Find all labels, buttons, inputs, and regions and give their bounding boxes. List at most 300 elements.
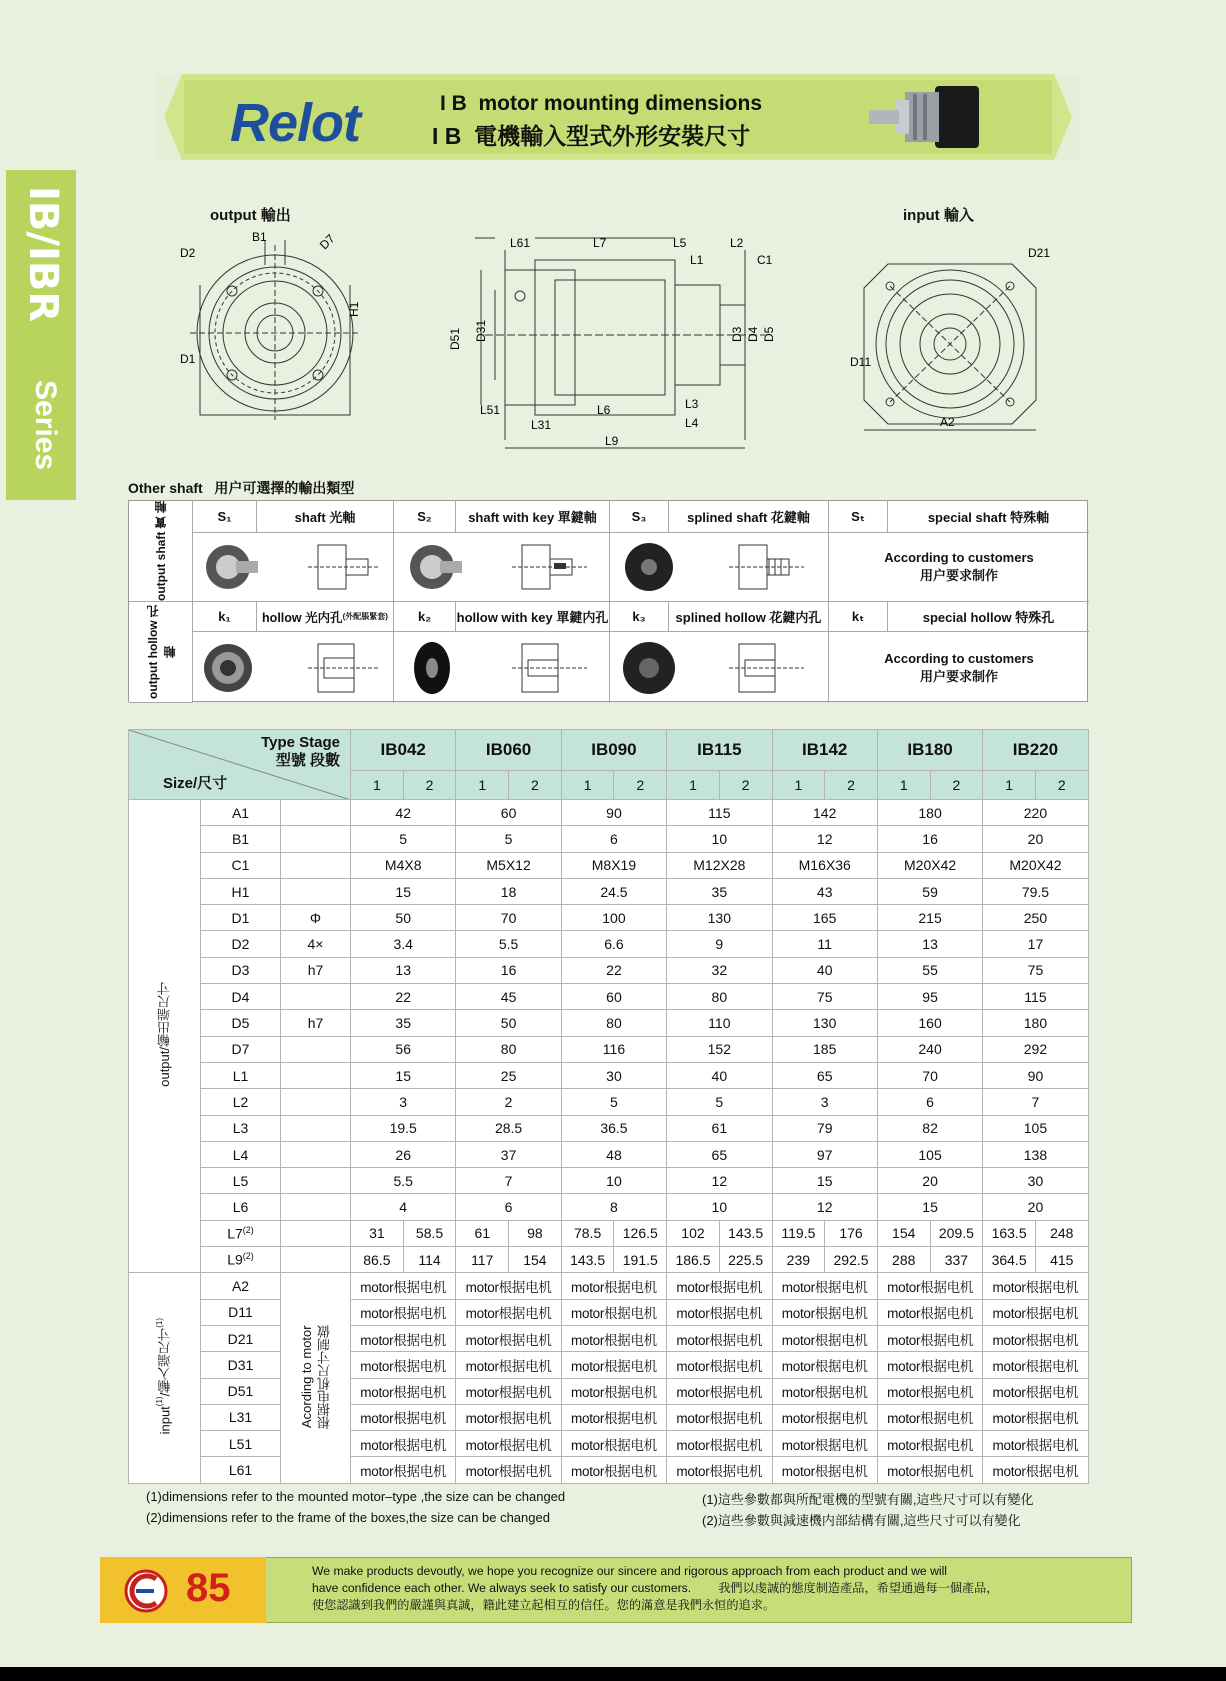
size-modifier <box>281 800 351 826</box>
model-header: IB060 <box>456 730 561 771</box>
shaft-st-custom <box>829 533 1089 602</box>
table-cell: 152 <box>667 1036 772 1062</box>
shaft-s1-figure <box>193 533 394 602</box>
table-cell: 60 <box>561 984 666 1010</box>
table-cell: 95 <box>877 984 982 1010</box>
shaft-s3-figure <box>610 533 829 602</box>
table-cell: 55 <box>877 957 982 983</box>
table-cell: motor根据电机 <box>772 1457 877 1483</box>
hollow-name-kt: special hollow 特殊孔 <box>888 602 1089 632</box>
table-cell: 240 <box>877 1036 982 1062</box>
table-cell: 142 <box>772 800 877 826</box>
table-cell: 15 <box>351 878 456 904</box>
table-cell: motor根据电机 <box>351 1325 456 1351</box>
table-cell: 16 <box>456 957 561 983</box>
table-cell: 9 <box>667 931 772 957</box>
table-cell: motor根据电机 <box>351 1273 456 1299</box>
slogan-line-3: 使您認識到我們的嚴謹與真誠，籍此建立起相互的信任。您的滿意是我們永恒的追求。 <box>312 1598 776 1612</box>
table-cell: 15 <box>877 1194 982 1220</box>
label-d21: D21 <box>1028 246 1050 260</box>
table-cell: 50 <box>351 905 456 931</box>
table-cell: 186.5 <box>667 1247 720 1273</box>
table-cell: 138 <box>983 1141 1088 1167</box>
table-cell: M4X8 <box>351 852 456 878</box>
table-cell: M12X28 <box>667 852 772 878</box>
table-cell: motor根据电机 <box>772 1325 877 1351</box>
size-name: L9$^{(2)}$ <box>201 1247 281 1273</box>
dimension-table <box>128 729 1089 1484</box>
table-cell: 126.5 <box>614 1220 667 1246</box>
size-name: D11 <box>201 1299 281 1325</box>
table-cell: motor根据电机 <box>351 1431 456 1457</box>
stage-header: 2 <box>719 771 772 800</box>
custom-zh-1: 用户要求制作 <box>919 568 998 583</box>
label-h1: H1 <box>347 301 361 317</box>
table-row <box>129 1089 1089 1115</box>
table-cell: 7 <box>983 1089 1088 1115</box>
table-cell: 50 <box>456 1010 561 1036</box>
table-row <box>129 1220 1089 1246</box>
page-title-en: I B motor mounting dimensions <box>440 92 762 115</box>
table-cell: 3 <box>772 1089 877 1115</box>
size-name: A1 <box>201 800 281 826</box>
table-cell: 65 <box>667 1141 772 1167</box>
size-modifier <box>281 1168 351 1194</box>
size-name: B1 <box>201 826 281 852</box>
table-cell: 176 <box>825 1220 878 1246</box>
table-cell: 114 <box>403 1247 456 1273</box>
label-l61: L61 <box>510 236 531 250</box>
table-cell: motor根据电机 <box>983 1457 1088 1483</box>
table-cell: motor根据电机 <box>877 1431 982 1457</box>
table-cell: 5 <box>351 826 456 852</box>
label-l4: L4 <box>685 416 699 430</box>
table-cell: 130 <box>667 905 772 931</box>
table-cell: 22 <box>561 957 666 983</box>
table-cell: motor根据电机 <box>772 1352 877 1378</box>
table-row <box>129 1457 1089 1483</box>
table-cell: 35 <box>351 1010 456 1036</box>
table-cell: 116 <box>561 1036 666 1062</box>
table-cell: 13 <box>877 931 982 957</box>
header-type-stage-zh: 型號 段數 <box>275 752 341 769</box>
hollow-name-k1: hollow 光内孔 (外配脹緊套) <box>257 602 394 632</box>
table-cell: 22 <box>351 984 456 1010</box>
table-cell: 45 <box>456 984 561 1010</box>
shaft-code-s1: S₁ <box>193 501 257 533</box>
input-flange-drawing <box>850 240 1050 440</box>
table-cell: motor根据电机 <box>772 1378 877 1404</box>
table-cell: 130 <box>772 1010 877 1036</box>
table-cell: 97 <box>772 1141 877 1167</box>
table-cell: 60 <box>456 800 561 826</box>
table-cell: 26 <box>351 1141 456 1167</box>
table-cell: 215 <box>877 905 982 931</box>
custom-en-1: According to customers <box>884 550 1034 565</box>
table-cell: motor根据电机 <box>983 1273 1088 1299</box>
size-name: D21 <box>201 1325 281 1351</box>
table-cell: 292 <box>983 1036 1088 1062</box>
table-cell: motor根据电机 <box>983 1404 1088 1430</box>
shaft-code-s2: S₂ <box>394 501 456 533</box>
label-b1: B1 <box>252 230 267 244</box>
row-label-hollow: output hollow 孔 軸 <box>129 602 193 703</box>
label-l3: L3 <box>685 397 699 411</box>
table-cell: 105 <box>983 1115 1088 1141</box>
size-modifier <box>281 852 351 878</box>
table-cell: motor根据电机 <box>351 1352 456 1378</box>
table-cell: motor根据电机 <box>456 1299 561 1325</box>
size-modifier <box>281 1115 351 1141</box>
size-modifier: 4× <box>281 931 351 957</box>
stage-header: 2 <box>509 771 562 800</box>
size-modifier: Φ <box>281 905 351 931</box>
table-cell: M16X36 <box>772 852 877 878</box>
table-cell: 42 <box>351 800 456 826</box>
table-cell: motor根据电机 <box>877 1404 982 1430</box>
table-cell: 292.5 <box>825 1247 878 1273</box>
table-cell: 154 <box>509 1247 562 1273</box>
table-cell: 180 <box>877 800 982 826</box>
size-modifier <box>281 984 351 1010</box>
table-cell: motor根据电机 <box>561 1431 666 1457</box>
table-cell: motor根据电机 <box>561 1273 666 1299</box>
table-cell: 79 <box>772 1115 877 1141</box>
table-cell: 6 <box>877 1089 982 1115</box>
table-row <box>129 1062 1089 1088</box>
label-l9: L9 <box>605 434 619 448</box>
table-cell: 4 <box>351 1194 456 1220</box>
table-cell: motor根据电机 <box>877 1325 982 1351</box>
slogan-line-1: We make products devoutly, we hope you recognize our sincere and rigorous approach from each product and we will <box>312 1564 947 1578</box>
table-row <box>129 1168 1089 1194</box>
table-cell: motor根据电机 <box>351 1378 456 1404</box>
size-modifier: h7 <box>281 957 351 983</box>
table-cell: motor根据电机 <box>561 1404 666 1430</box>
table-cell: motor根据电机 <box>983 1352 1088 1378</box>
table-row <box>129 1352 1089 1378</box>
table-cell: 12 <box>667 1168 772 1194</box>
hollow-k2-figure <box>394 632 610 703</box>
stage-header: 1 <box>877 771 930 800</box>
label-l51: L51 <box>480 403 501 417</box>
stage-header: 2 <box>403 771 456 800</box>
custom-zh-2: 用户要求制作 <box>919 668 998 684</box>
table-cell: motor根据电机 <box>351 1457 456 1483</box>
table-cell: 79.5 <box>983 878 1088 904</box>
table-row <box>129 878 1089 904</box>
label-l7: L7 <box>593 236 607 250</box>
input-modifier-label: Acording to motor 根据电机尺寸制做 <box>281 1273 351 1483</box>
table-cell: 40 <box>667 1062 772 1088</box>
table-cell: 5 <box>456 826 561 852</box>
table-cell: 102 <box>667 1220 720 1246</box>
hollow-k3-figure <box>610 632 829 703</box>
table-cell: 115 <box>983 984 1088 1010</box>
table-cell: motor根据电机 <box>561 1457 666 1483</box>
model-header: IB142 <box>772 730 877 771</box>
shaft-options-table <box>128 500 1088 702</box>
table-cell: motor根据电机 <box>772 1431 877 1457</box>
table-row <box>129 931 1089 957</box>
shaft-name-s1: shaft 光軸 <box>257 501 394 533</box>
size-modifier <box>281 1220 351 1246</box>
input-group-label: input$^{(1)}$/輸入端尺寸$^{(1)}$ <box>129 1273 201 1483</box>
table-cell: 65 <box>772 1062 877 1088</box>
table-cell: motor根据电机 <box>772 1404 877 1430</box>
table-row <box>129 1299 1089 1325</box>
footer-slogan <box>312 1563 1092 1614</box>
series-code: IB/IBR <box>20 186 66 323</box>
table-cell: 288 <box>877 1247 930 1273</box>
table-cell: motor根据电机 <box>456 1352 561 1378</box>
size-name: D7 <box>201 1036 281 1062</box>
label-a2: A2 <box>940 415 955 429</box>
page-number: 85 <box>186 1566 231 1610</box>
row-label-shaft: output shaft 實 軸 <box>129 501 193 602</box>
table-cell: 10 <box>667 826 772 852</box>
size-modifier <box>281 1036 351 1062</box>
table-row <box>129 984 1089 1010</box>
stage-header: 2 <box>1035 771 1088 800</box>
size-name: L51 <box>201 1431 281 1457</box>
table-cell: 24.5 <box>561 878 666 904</box>
table-cell: 209.5 <box>930 1220 983 1246</box>
label-d31: D31 <box>474 319 488 342</box>
table-cell: 3 <box>351 1089 456 1115</box>
label-l31: L31 <box>531 418 552 432</box>
table-cell: 7 <box>456 1168 561 1194</box>
table-cell: 75 <box>772 984 877 1010</box>
table-cell: motor根据电机 <box>561 1378 666 1404</box>
table-cell: 3.4 <box>351 931 456 957</box>
table-row <box>129 1247 1089 1273</box>
model-header: IB220 <box>983 730 1088 771</box>
table-cell: motor根据电机 <box>983 1431 1088 1457</box>
table-cell: 35 <box>667 878 772 904</box>
table-cell: motor根据电机 <box>667 1378 772 1404</box>
stage-header: 1 <box>456 771 509 800</box>
table-cell: 58.5 <box>403 1220 456 1246</box>
size-name: D3 <box>201 957 281 983</box>
table-cell: 80 <box>456 1036 561 1062</box>
page-badge <box>100 1557 266 1623</box>
table-cell: 80 <box>667 984 772 1010</box>
table-cell: 40 <box>772 957 877 983</box>
table-cell: 18 <box>456 878 561 904</box>
table-cell: 154 <box>877 1220 930 1246</box>
table-cell: 19.5 <box>351 1115 456 1141</box>
stage-header: 1 <box>561 771 614 800</box>
table-row <box>129 1404 1089 1430</box>
table-cell: 2 <box>456 1089 561 1115</box>
table-cell: 239 <box>772 1247 825 1273</box>
table-cell: 98 <box>509 1220 562 1246</box>
table-cell: 48 <box>561 1141 666 1167</box>
table-cell: 86.5 <box>351 1247 404 1273</box>
table-cell: 191.5 <box>614 1247 667 1273</box>
table-cell: 5 <box>667 1089 772 1115</box>
table-cell: 143.5 <box>719 1220 772 1246</box>
custom-en-2: According to customers <box>884 650 1034 666</box>
table-row <box>129 1141 1089 1167</box>
size-modifier <box>281 1141 351 1167</box>
table-cell: motor根据电机 <box>456 1378 561 1404</box>
table-cell: motor根据电机 <box>983 1299 1088 1325</box>
table-cell: motor根据电机 <box>877 1352 982 1378</box>
table-cell: M20X42 <box>983 852 1088 878</box>
table-cell: 20 <box>877 1168 982 1194</box>
label-d5: D5 <box>762 326 776 342</box>
table-cell: motor根据电机 <box>877 1299 982 1325</box>
size-name: L2 <box>201 1089 281 1115</box>
shaft-name-s3: splined shaft 花鍵軸 <box>669 501 829 533</box>
bottom-black-bar <box>0 1667 1226 1681</box>
table-cell: motor根据电机 <box>561 1352 666 1378</box>
table-cell: M20X42 <box>877 852 982 878</box>
label-d3: D3 <box>730 326 744 342</box>
table-cell: 220 <box>983 800 1088 826</box>
table-cell: 105 <box>877 1141 982 1167</box>
table-cell: 5 <box>561 1089 666 1115</box>
shaft-name-st: special shaft 特殊軸 <box>888 501 1089 533</box>
note-1-zh: (1)這些參數都與所配電機的型號有關,這些尺寸可以有變化 <box>702 1492 1034 1507</box>
table-cell: 28.5 <box>456 1115 561 1141</box>
size-name: H1 <box>201 878 281 904</box>
table-cell: 250 <box>983 905 1088 931</box>
gearbox-photo <box>865 82 985 154</box>
table-cell: 56 <box>351 1036 456 1062</box>
size-modifier <box>281 1194 351 1220</box>
series-label: Series <box>29 380 62 471</box>
label-c1: C1 <box>757 253 773 267</box>
label-d2: D2 <box>180 246 196 260</box>
hollow-kt-custom <box>829 632 1089 703</box>
size-modifier <box>281 1089 351 1115</box>
size-name: D5 <box>201 1010 281 1036</box>
table-row <box>129 1010 1089 1036</box>
header-type-stage: Type Stage <box>261 734 341 751</box>
table-cell: motor根据电机 <box>983 1325 1088 1351</box>
stage-header: 2 <box>825 771 878 800</box>
table-cell: 75 <box>983 957 1088 983</box>
model-header: IB115 <box>667 730 772 771</box>
size-modifier: h7 <box>281 1010 351 1036</box>
table-cell: M8X19 <box>561 852 666 878</box>
table-cell: 8 <box>561 1194 666 1220</box>
table-cell: motor根据电机 <box>877 1457 982 1483</box>
model-header: IB090 <box>561 730 666 771</box>
table-cell: 337 <box>930 1247 983 1273</box>
table-cell: 11 <box>772 931 877 957</box>
table-row <box>129 1115 1089 1141</box>
page-title-zh: I B 電機輸入型式外形安裝尺寸 <box>432 123 751 149</box>
header-size: Size/尺寸 <box>163 775 228 792</box>
slogan-line-2: have confidence each other. We always seek to satisfy our customers. 我們以虔誠的態度制造產品，希望通過每一個產品， <box>312 1581 999 1595</box>
label-l5: L5 <box>673 236 687 250</box>
table-cell: 78.5 <box>561 1220 614 1246</box>
table-row <box>129 905 1089 931</box>
table-cell: 61 <box>667 1115 772 1141</box>
table-cell: 15 <box>772 1168 877 1194</box>
size-name: D31 <box>201 1352 281 1378</box>
table-cell: 100 <box>561 905 666 931</box>
size-name: A2 <box>201 1273 281 1299</box>
size-name: D2 <box>201 931 281 957</box>
table-cell: motor根据电机 <box>667 1431 772 1457</box>
table-cell: 80 <box>561 1010 666 1036</box>
table-cell: 115 <box>667 800 772 826</box>
table-cell: motor根据电机 <box>667 1457 772 1483</box>
table-cell: 59 <box>877 878 982 904</box>
table-cell: motor根据电机 <box>772 1273 877 1299</box>
shaft-code-s3: S₃ <box>610 501 669 533</box>
table-cell: 90 <box>561 800 666 826</box>
table-cell: 143.5 <box>561 1247 614 1273</box>
table-cell: 415 <box>1035 1247 1088 1273</box>
table-cell: 110 <box>667 1010 772 1036</box>
model-header: IB042 <box>351 730 456 771</box>
shaft-options-title: Other shaft 用户可選擇的輸出類型 <box>128 480 355 496</box>
table-cell: motor根据电机 <box>351 1299 456 1325</box>
table-cell: motor根据电机 <box>351 1404 456 1430</box>
table-cell: 119.5 <box>772 1220 825 1246</box>
table-cell: motor根据电机 <box>561 1299 666 1325</box>
table-cell: 17 <box>983 931 1088 957</box>
table-cell: 248 <box>1035 1220 1088 1246</box>
table-cell: motor根据电机 <box>667 1299 772 1325</box>
hollow-code-k2: k₂ <box>394 602 456 632</box>
note-2-zh: (2)這些參數與減速機内部結構有關,這些尺寸可以有變化 <box>702 1513 1021 1528</box>
table-cell: 16 <box>877 826 982 852</box>
label-d51: D51 <box>448 327 462 350</box>
size-name: L3 <box>201 1115 281 1141</box>
table-cell: 6.6 <box>561 931 666 957</box>
hollow-name-k3: splined hollow 花鍵内孔 <box>669 602 829 632</box>
size-name: L7$^{(2)}$ <box>201 1220 281 1246</box>
table-row <box>129 1325 1089 1351</box>
label-d7: D7 <box>316 231 338 253</box>
table-cell: 6 <box>561 826 666 852</box>
table-cell: M5X12 <box>456 852 561 878</box>
table-cell: 15 <box>351 1062 456 1088</box>
table-row <box>129 1273 1089 1299</box>
size-modifier <box>281 1247 351 1273</box>
table-cell: 30 <box>983 1168 1088 1194</box>
table-cell: motor根据电机 <box>667 1352 772 1378</box>
table-row <box>129 826 1089 852</box>
table-cell: 90 <box>983 1062 1088 1088</box>
label-l2: L2 <box>730 236 744 250</box>
table-cell: 70 <box>456 905 561 931</box>
table-row <box>129 957 1089 983</box>
table-cell: motor根据电机 <box>772 1299 877 1325</box>
size-name: L6 <box>201 1194 281 1220</box>
shaft-s2-figure <box>394 533 610 602</box>
hollow-code-k1: k₁ <box>193 602 257 632</box>
size-name: L1 <box>201 1062 281 1088</box>
brand-logo: Relot <box>230 93 360 153</box>
table-cell: 61 <box>456 1220 509 1246</box>
hollow-code-k3: k₃ <box>610 602 669 632</box>
table-row <box>129 800 1089 826</box>
size-modifier <box>281 878 351 904</box>
table-cell: 31 <box>351 1220 404 1246</box>
stage-header: 2 <box>614 771 667 800</box>
table-cell: 32 <box>667 957 772 983</box>
table-row <box>129 852 1089 878</box>
table-cell: 82 <box>877 1115 982 1141</box>
